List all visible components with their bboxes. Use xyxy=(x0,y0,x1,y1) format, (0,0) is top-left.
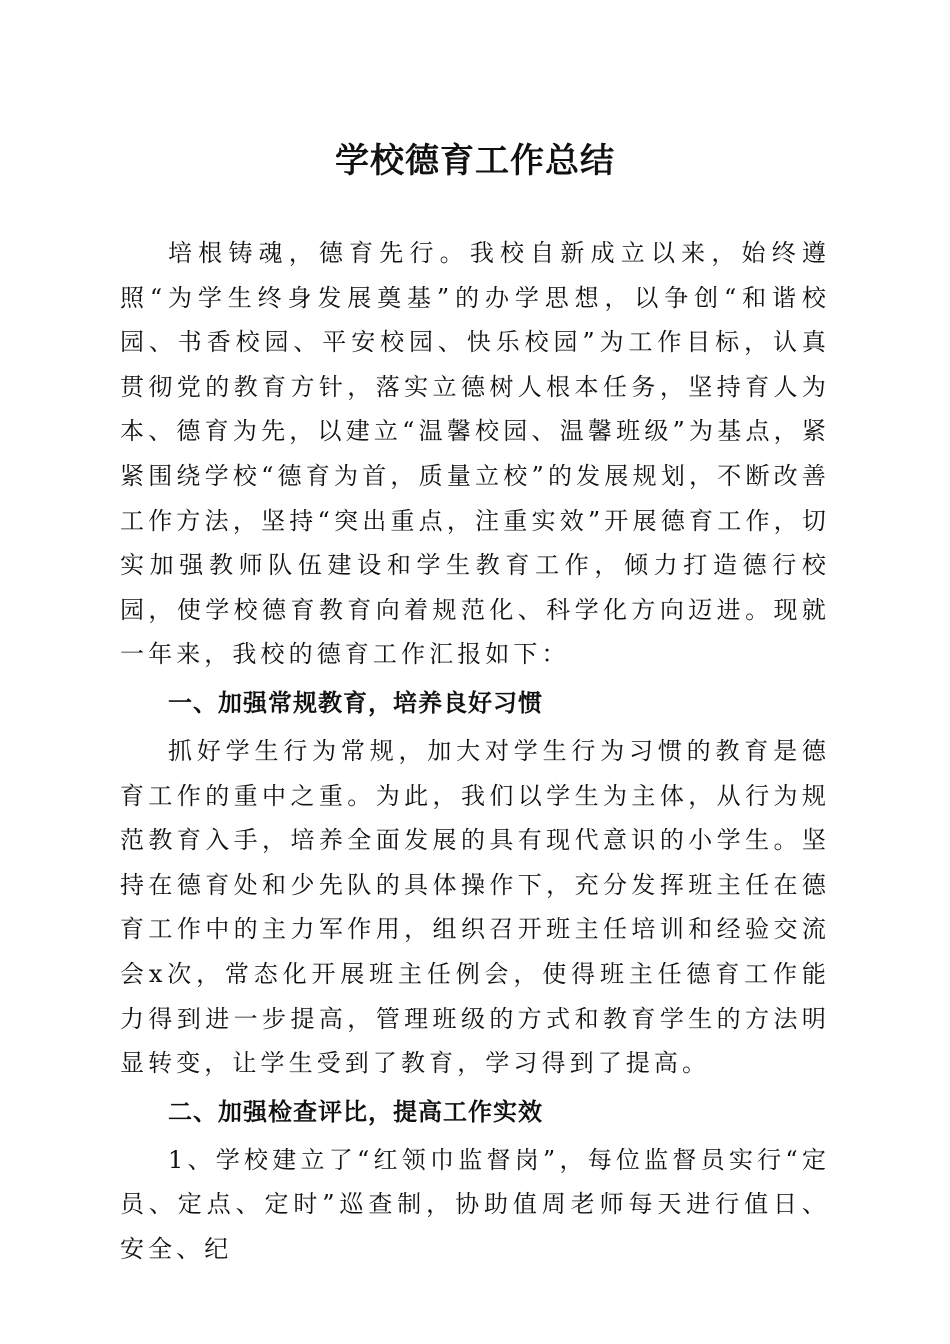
section-2-heading: 二、加强检查评比，提高工作实效 xyxy=(168,1097,543,1126)
section-1-paragraph: 抓好学生行为常规，加大对学生行为习惯的教育是德育工作的重中之重。为此，我们以学生为主体，从行为规范教育入手，培养全面发展的具有现代意识的小学生。坚持在德育处和少先队的具体操作下，充分发挥班主任在德育工作中的主力军作用，组织召开班主任培训和经验交流会x次，常态化开展班主任例会，使得班主任德育工作能力得到进一步提高，管理班级的方式和教育学生的方法明显转变，让学生受到了教育，学习得到了提高。 xyxy=(120,736,830,1078)
document-body xyxy=(120,231,830,1271)
intro-paragraph: 培根铸魂，德育先行。我校自新成立以来，始终遵照“为学生终身发展奠基”的办学思想，以争创“和谐校园、书香校园、平安校园、快乐校园”为工作目标，认真贯彻党的教育方针，落实立德树人根本任务，坚持育人为本、德育为先，以建立“温馨校园、温馨班级”为基点，紧紧围绕学校“德育为首，质量立校”的发展规划，不断改善工作方法，坚持“突出重点，注重实效”开展德育工作，切实加强教师队伍建设和学生教育工作，倾力打造德行校园，使学校德育教育向着规范化、科学化方向迈进。现就一年来，我校的德育工作汇报如下： xyxy=(120,239,830,669)
document-title: 学校德育工作总结 xyxy=(335,141,615,181)
section-2-item-1: 1、学校建立了“红领巾监督岗”，每位监督员实行“定员、定点、定时”巡查制，协助值周老师每天进行值日、安全、纪 xyxy=(120,1145,830,1263)
document-page xyxy=(120,0,830,1344)
section-1-heading: 一、加强常规教育，培养良好习惯 xyxy=(168,688,543,717)
